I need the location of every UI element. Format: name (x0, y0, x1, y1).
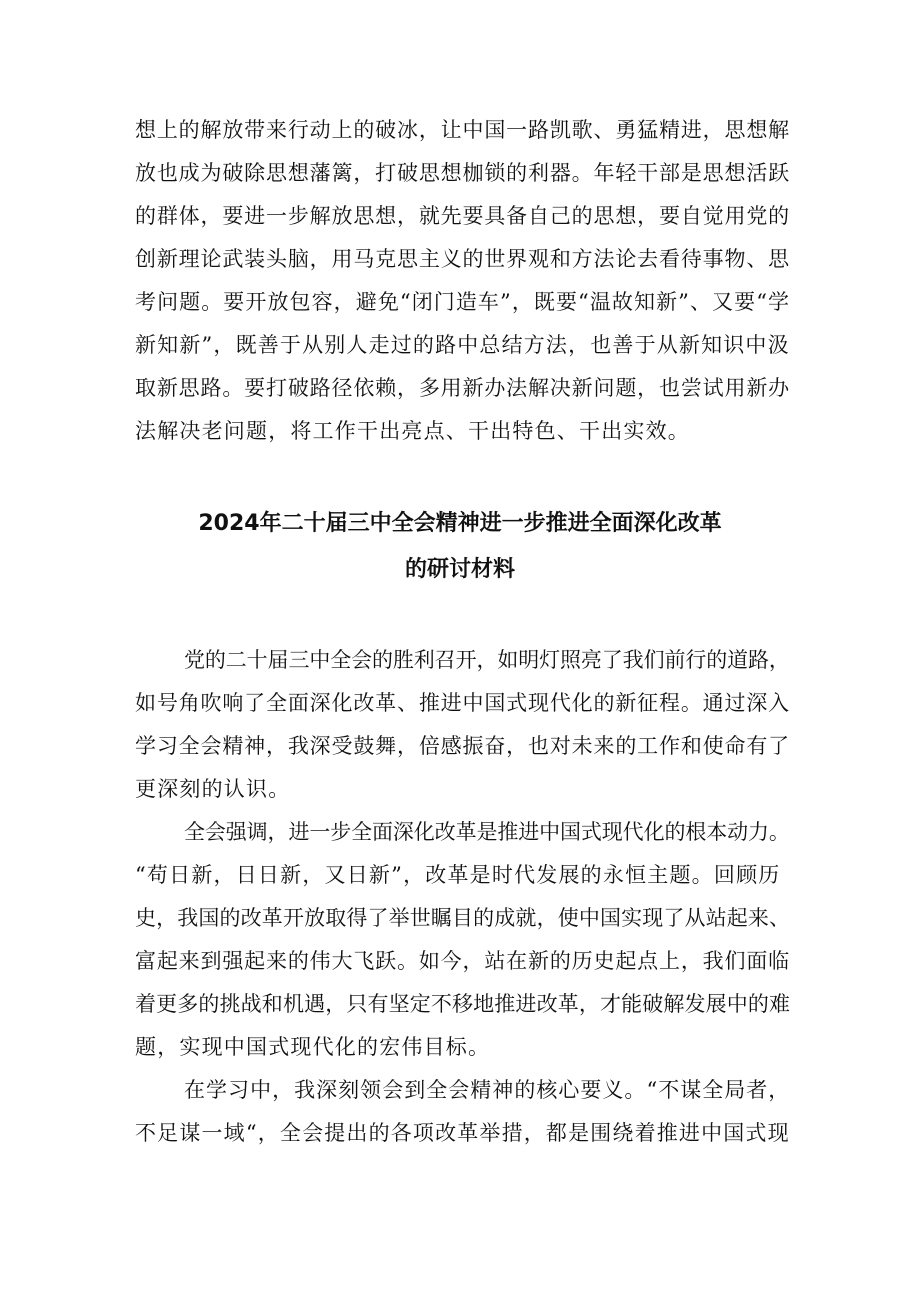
paragraph-line: 如号角吹响了全面深化改革、推进中国式现代化的新征程。通过深入 (135, 691, 790, 715)
paragraph-line: 不足谋一域“，全会提出的各项改革举措，都是围绕着推进中国式现 (135, 1121, 790, 1145)
paragraph-line: 史，我国的改革开放取得了举世瞩目的成就，使中国实现了从站起来、 (135, 906, 791, 930)
article-title-line2: 的研讨材料 (404, 557, 515, 582)
paragraph-line: 想上的解放带来行动上的破冰，让中国一路凯歌、勇猛精进，思想解 (135, 118, 790, 142)
paragraph-line: 更深刻的认识。 (135, 777, 291, 801)
article-title-line1: 2024年二十届三中全会精神进一步推进全面深化改革 (198, 511, 722, 536)
paragraph-line: 在学习中，我深刻领会到全会精神的核心要义。“不谋全局者， (184, 1078, 791, 1102)
paragraph-line: 全会强调，进一步全面深化改革是推进中国式现代化的根本动力。 (184, 820, 790, 844)
paragraph-line: “苟日新，日日新，又日新”，改革是时代发展的永恒主题。回顾历 (135, 863, 781, 887)
paragraph-line: 放也成为破除思想藩篱，打破思想枷锁的利器。年轻干部是思想活跃 (135, 161, 790, 185)
paragraph-line: 的群体，要进一步解放思想，就先要具备自己的思想，要自觉用党的 (135, 204, 790, 228)
paragraph-line: 题，实现中国式现代化的宏伟目标。 (135, 1035, 491, 1059)
paragraph-line: 取新思路。要打破路径依赖，多用新办法解决新问题，也尝试用新办 (135, 376, 790, 400)
paragraph-line: 党的二十届三中全会的胜利召开，如明灯照亮了我们前行的道路， (184, 648, 790, 672)
paragraph-line: 新知新”，既善于从别人走过的路中总结方法，也善于从新知识中汲 (135, 333, 790, 357)
paragraph-line: 法解决老问题，将工作干出亮点、干出特色、干出实效。 (135, 419, 690, 443)
paragraph-line: 富起来到强起来的伟大飞跃。如今，站在新的历史起点上，我们面临 (135, 949, 790, 973)
paragraph-line: 考问题。要开放包容，避免“闭门造车”，既要“温故知新”、又要“学 (135, 290, 791, 314)
paragraph-line: 创新理论武装头脑，用马克思主义的世界观和方法论去看待事物、思 (135, 247, 790, 271)
paragraph-line: 着更多的挑战和机遇，只有坚定不移地推进改革，才能破解发展中的难 (135, 992, 791, 1016)
paragraph-line: 学习全会精神，我深受鼓舞，倍感振奋，也对未来的工作和使命有了 (135, 734, 790, 758)
